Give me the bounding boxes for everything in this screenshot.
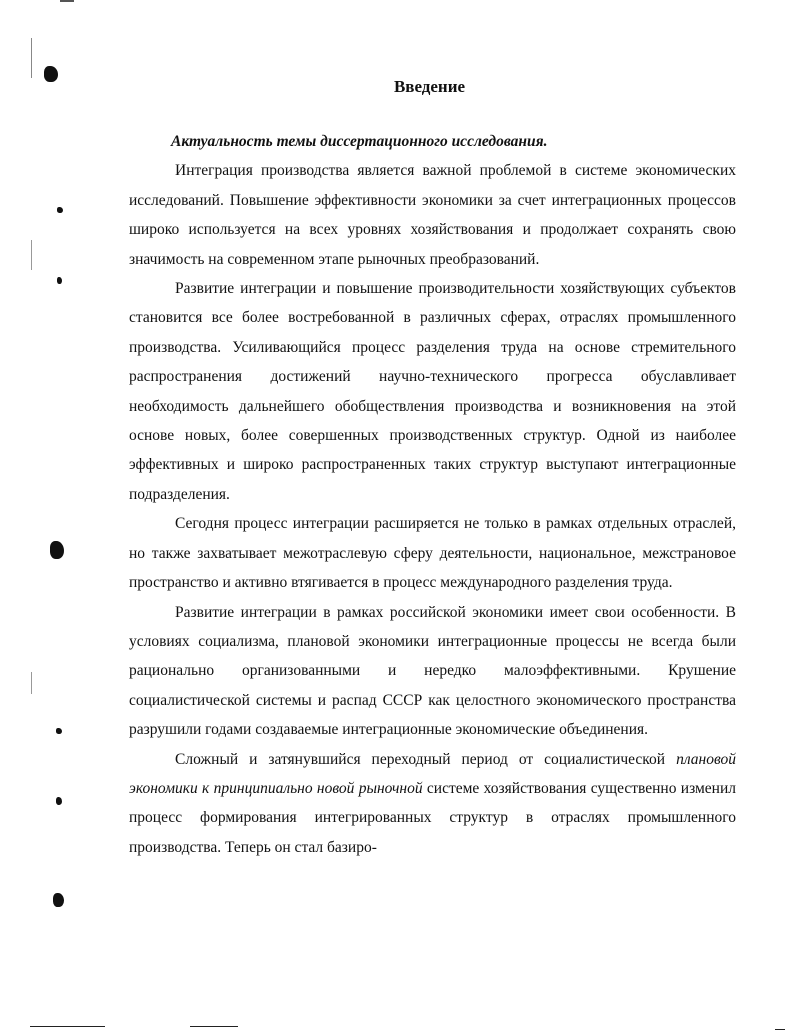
section-subtitle: Актуальность темы диссертационного исследования.	[171, 133, 548, 150]
bottom-rule	[30, 1026, 105, 1027]
page-title: Введение	[393, 77, 466, 97]
scan-edge-line	[31, 672, 32, 694]
binding-hole-mark	[53, 893, 64, 907]
binding-hole-mark	[50, 541, 64, 559]
binding-hole-mark	[57, 207, 63, 213]
binding-hole-mark	[56, 728, 62, 734]
paragraph-text-end: системе хозяйствования существенно изменил процесс формирования интегрированных структур в отраслях промышленного производства. Теперь он стал базиро-	[129, 779, 737, 856]
binding-hole-mark	[57, 277, 62, 284]
scan-edge-line	[31, 240, 32, 270]
bottom-rule	[190, 1026, 238, 1027]
paragraph: Развитие интеграции и повышение производительности хозяйствующих субъектов становится все более востребованной в различных сферах, отраслях промышленного производства. Усиливающийся процесс разделения труда на основе стремительного распространения достижений научно-технического прогресса обуславливает необходимость дальнейшего обобществления производства и возникновения на этой основе новых, более совершенных производственных структур. Одной из наиболее эффективных и широко распространенных таких структур выступают интеграционные подразделения.	[129, 280, 736, 503]
paragraph-last	[129, 745, 736, 863]
bottom-rule	[775, 1029, 785, 1030]
paragraph-text-italic: плановой экономики к принципиально новой рыночной	[129, 750, 736, 797]
paragraph: Интеграция производства является важной проблемой в системе экономических исследований. Повышение эффективности экономики за счет интеграционных процессов широко используется на всех уровнях хозяйствования и продолжает сохранять свою значимость на современном этапе рыночных преобразований.	[129, 162, 736, 268]
paragraph-text-start: Сложный и затянувшийся переходный период от социалистической	[175, 750, 666, 768]
binding-hole-mark	[56, 797, 62, 805]
paragraph: Развитие интеграции в рамках российской экономики имеет свои особенности. В условиях социализма, плановой экономики интеграционные процессы не всегда были рационально организованными и нередко малоэффективными. Крушение социалистической системы и распад СССР как целостного экономического пространства разрушили годами создаваемые интеграционные экономические объединения.	[129, 603, 736, 739]
scan-edge-line	[60, 0, 74, 2]
document-body	[129, 127, 736, 862]
paragraph: Сегодня процесс интеграции расширяется не только в рамках отдельных отраслей, но также захватывает межотраслевую сферу деятельности, национальное, межстрановое пространство и активно втягивается в процесс международного разделения труда.	[129, 515, 736, 592]
scan-edge-line	[31, 38, 32, 78]
